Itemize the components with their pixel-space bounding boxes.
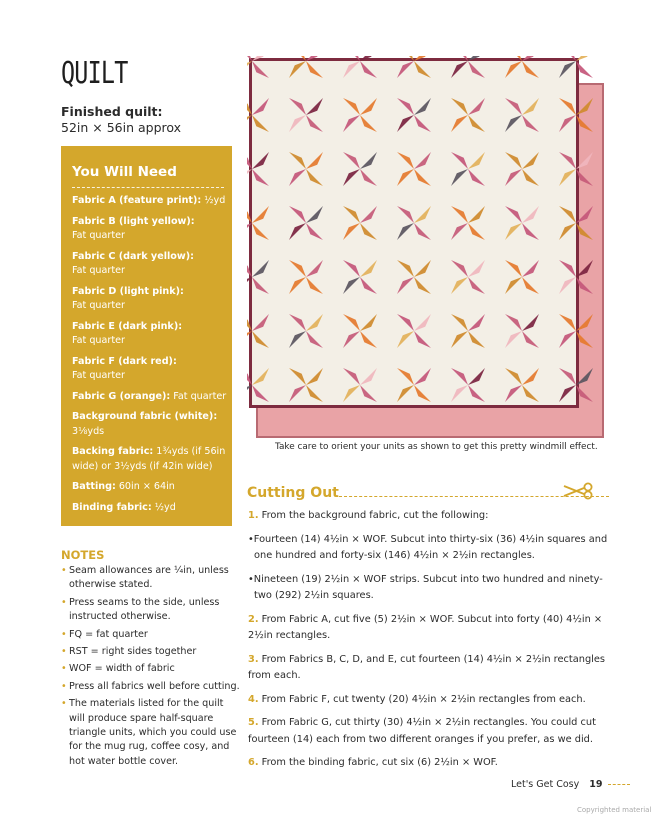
materials-list [72,194,230,521]
note-text: Seam allowances are ¼in, unless otherwise stated. [69,565,229,591]
photo-caption: Take care to orient your units as shown to get this pretty windmill effect. [275,442,598,452]
material-name: Background fabric (white): [72,411,218,422]
step-number: 3. [248,653,259,665]
cutting-out-heading: Cutting Out [247,485,339,501]
material-amount: Fat quarter [72,335,125,346]
notes-heading: NOTES [61,548,105,562]
bullet-icon: • [61,680,67,692]
step-number: 1. [248,510,259,521]
step-number: 5. [248,717,259,728]
material-item [72,390,230,405]
finished-size-value: 52in × 56in approx [61,120,182,135]
note-item [61,645,241,659]
cutting-substep [248,572,608,605]
material-name: Fabric B (light yellow): [72,215,195,227]
scissors-icon [562,482,596,500]
material-name: Binding fabric: [72,501,152,513]
note-text: RST = right sides together [69,646,197,658]
step-text: From Fabric A, cut five (5) 2½in × WOF. Subcut into forty (40) 4½in × 2½in rectangles. [248,613,603,641]
material-name: Fabric G (orange): [72,390,171,402]
material-item [72,355,230,384]
step-text: From the binding fabric, cut six (6) 2½in × WOF. [258,757,498,768]
material-amount: Fat quarter [170,390,227,402]
material-name: Fabric F (dark red): [72,355,177,367]
copyright-notice: Copyrighted material [577,806,652,814]
material-amount: Fat quarter [72,230,125,241]
cutting-step [248,508,608,525]
step-text: From the background fabric, cut the following: [258,510,489,521]
you-will-need-heading: You Will Need [72,164,177,180]
material-amount: 1¾yds (if 56in wide) or 3½yds (if 42in wide) [72,446,226,472]
material-item [72,501,230,516]
material-item [72,194,230,209]
heading-divider [72,187,224,188]
material-amount: ½yd [151,501,176,513]
bullet-icon: • [61,698,67,710]
page-number: 19 [589,779,603,790]
material-item [72,480,230,495]
footer-divider [608,784,630,785]
note-item [61,628,241,642]
cutting-steps [248,508,608,779]
material-name: Fabric D (light pink): [72,285,184,297]
cutting-step [248,715,608,748]
notes-list [61,564,241,772]
material-amount: 60in × 64in [115,481,175,492]
step-text: From Fabrics B, C, D, and E, cut fourteen (14) 4½in × 2½in rectangles from each. [248,653,606,681]
finished-size-label: Finished quilt: [61,104,163,119]
material-amount: Fat quarter [72,370,125,381]
material-item [72,250,230,279]
step-number: 4. [248,693,259,705]
finished-size [61,104,181,136]
bullet-icon: • [61,565,67,576]
note-text: Press all fabrics well before cutting. [69,680,240,692]
note-item [61,564,241,593]
bullet-icon: • [61,646,67,658]
note-item [61,680,241,694]
step-number: 2. [248,613,259,625]
step-number: 6. [248,757,259,768]
book-title: Let's Get Cosy [511,779,580,790]
bullet-icon: • [61,628,67,640]
cutting-step [248,652,608,685]
step-text: From Fabric G, cut thirty (30) 4½in × 2½in rectangles. You could cut fourteen (14) each from two different oranges if you prefer, as we did. [248,717,596,745]
cutting-step [248,755,608,772]
bullet-icon: • [61,663,67,675]
page-title: QUILT [61,56,128,91]
material-item [72,215,230,244]
material-amount: ½yd [201,195,226,206]
note-item [61,662,241,676]
material-name: Fabric E (dark pink): [72,320,183,332]
material-name: Backing fabric: [72,446,154,457]
material-item [72,445,230,474]
windmill-quilt-image [247,56,607,441]
material-amount: Fat quarter [72,300,125,311]
material-item [72,285,230,314]
step-text: •Nineteen (19) 2½in × WOF strips. Subcut into two hundred and ninety-two (292) 2½in squares. [248,573,603,601]
material-name: Fabric A (feature print): [72,195,202,206]
note-text: Press seams to the side, unless instructed otherwise. [69,596,220,623]
note-text: FQ = fat quarter [69,628,148,640]
note-item [61,697,241,769]
bullet-icon: • [61,596,67,608]
you-will-need-box [61,146,232,526]
note-text: The materials listed for the quilt will produce spare half-square triangle units, which you could use for the mug rug, coffee cosy, and hot water bottle cover. [69,698,237,767]
material-item [72,320,230,349]
page-footer [511,779,630,790]
note-item [61,596,241,625]
material-name: Batting: [72,481,116,492]
material-name: Fabric C (dark yellow): [72,250,194,262]
note-text: WOF = width of fabric [69,663,175,675]
quilt-photo [247,56,607,441]
material-amount: 3⅛yds [72,425,105,437]
material-item [72,410,230,439]
cutting-substep [248,532,608,565]
cutting-step [248,612,608,645]
material-amount: Fat quarter [72,265,125,276]
step-text: From Fabric F, cut twenty (20) 4½in × 2½in rectangles from each. [258,693,586,705]
step-text: •Fourteen (14) 4½in × WOF. Subcut into thirty-six (36) 4½in squares and one hundred and forty-six (146) 4½in × 2½in rectangles. [248,533,608,561]
cutting-step [248,692,608,709]
